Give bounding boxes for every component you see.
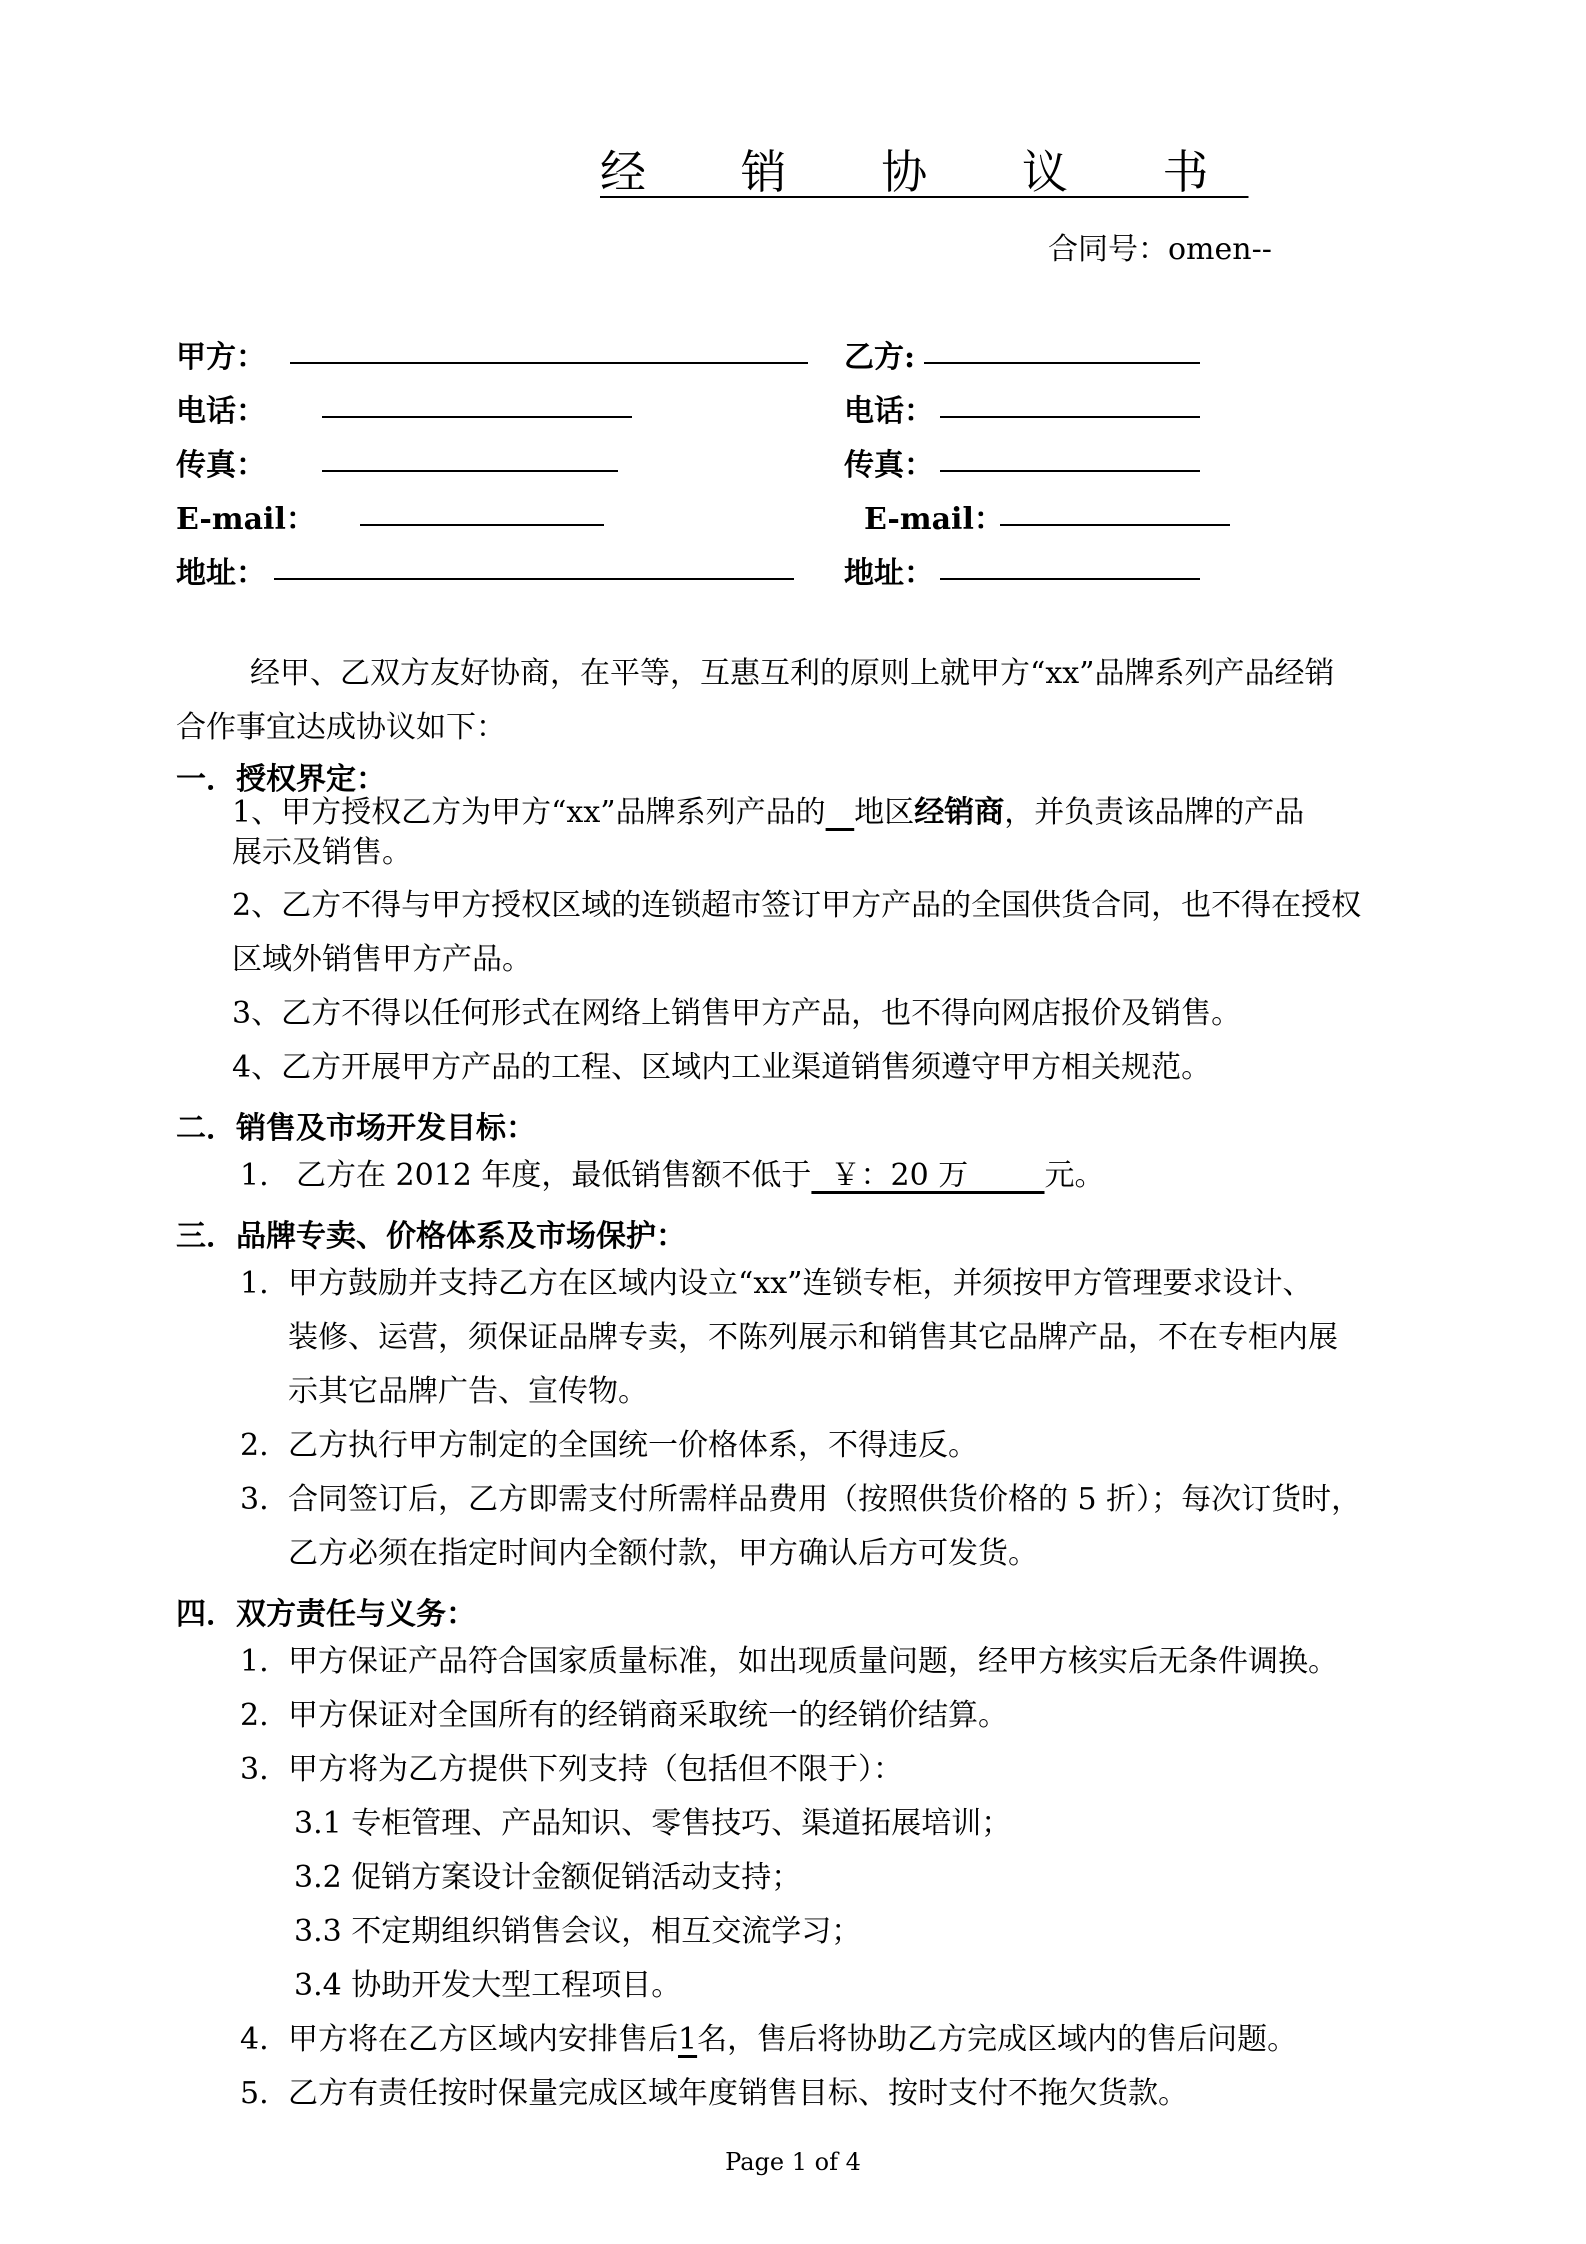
s4-item-5-number: 5.: [240, 2076, 269, 2111]
s1-item-1-text-a: 1、甲方授权乙方为甲方“xx”品牌系列产品的: [232, 795, 826, 830]
sales-target-value: ￥：20 万: [811, 1158, 1045, 1193]
section-4-heading: 四．双方责任与义务：: [176, 1597, 476, 1632]
s1-item-2-line-1: 2、乙方不得与甲方授权区域的连锁超市签订甲方产品的全国供货合同，也不得在授权: [232, 888, 1362, 923]
party-a-address-field[interactable]: [274, 578, 794, 580]
s4-item-4-text-b: 名，售后将协助乙方完成区域内的售后问题。: [697, 2022, 1298, 2057]
party-b-fax-label: 传真：: [844, 448, 934, 483]
s1-item-4: 4、乙方开展甲方产品的工程、区域内工业渠道销售须遵守甲方相关规范。: [232, 1050, 1212, 1085]
s4-item-2: 甲方保证对全国所有的经销商采取统一的经销价结算。: [288, 1698, 1008, 1733]
section-2-heading: 二．销售及市场开发目标：: [176, 1111, 536, 1146]
intro-line-1: 经甲、乙双方友好协商，在平等，互惠互利的原则上就甲方“xx”品牌系列产品经销: [250, 656, 1335, 691]
s3-item-1-line-3: 示其它品牌广告、宣传物。: [288, 1374, 648, 1409]
s1-item-1-text-b: 地区: [854, 795, 915, 830]
after-sales-count: 1: [678, 2022, 698, 2057]
s4-item-3-number: 3.: [240, 1752, 269, 1787]
s3-item-3-number: 3.: [240, 1482, 269, 1517]
s4-item-1: 甲方保证产品符合国家质量标准，如出现质量问题，经甲方核实后无条件调换。: [288, 1644, 1338, 1679]
s3-item-2-number: 2.: [240, 1428, 269, 1463]
s2-item-1-number: 1.: [240, 1158, 269, 1193]
party-b-email-label: E-mail：: [864, 502, 1004, 537]
s3-item-1-number: 1.: [240, 1266, 269, 1301]
party-b-fax-field[interactable]: [940, 470, 1200, 472]
s4-sub-item-3-4: 3.4 协助开发大型工程项目。: [294, 1968, 682, 2003]
s1-item-1-bold: 经销商: [914, 795, 1005, 830]
s1-item-1-line-2: 展示及销售。: [232, 835, 412, 870]
party-a-fax-field[interactable]: [322, 470, 618, 472]
section-1-heading: 一．授权界定：: [176, 762, 386, 797]
party-a-address-label: 地址：: [176, 556, 266, 591]
s2-item-1-text: 乙方在 2012 年度，最低销售额不低于: [296, 1158, 812, 1193]
intro-line-2: 合作事宜达成协议如下：: [176, 710, 506, 745]
s1-item-1-text-c: ，并负责该品牌的产品: [1004, 795, 1305, 830]
s4-item-3: 甲方将为乙方提供下列支持（包括但不限于）：: [288, 1752, 903, 1787]
s4-item-4: [288, 2021, 1297, 2059]
party-a-phone-label: 电话：: [176, 394, 266, 429]
s1-item-1-line-1: [232, 794, 1304, 832]
party-a-name-label: 甲方：: [176, 340, 266, 375]
document-title: 经 销 协 议 书: [600, 145, 1249, 199]
s4-item-2-number: 2.: [240, 1698, 269, 1733]
s1-item-3: 3、乙方不得以任何形式在网络上销售甲方产品，也不得向网店报价及销售。: [232, 996, 1242, 1031]
s4-sub-item-3-2: 3.2 促销方案设计金额促销活动支持；: [294, 1860, 802, 1895]
party-a-fax-label: 传真：: [176, 448, 266, 483]
party-a-email-label: E-mail：: [176, 502, 316, 537]
party-b-phone-label: 电话：: [844, 394, 934, 429]
s4-item-4-text-a: 甲方将在乙方区域内安排售后: [288, 2022, 678, 2057]
s4-item-4-number: 4.: [240, 2022, 269, 2057]
party-a-phone-field[interactable]: [322, 416, 632, 418]
s3-item-1-line-1: 甲方鼓励并支持乙方在区域内设立“xx”连锁专柜，并须按甲方管理要求设计、: [288, 1266, 1313, 1301]
s3-item-3-line-2: 乙方必须在指定时间内全额付款，甲方确认后方可发货。: [288, 1536, 1038, 1571]
region-blank: [826, 795, 855, 830]
party-b-name-label: 乙方:: [844, 340, 916, 375]
s3-item-2: 乙方执行甲方制定的全国统一价格体系，不得违反。: [288, 1428, 978, 1463]
party-b-address-field[interactable]: [940, 578, 1200, 580]
s1-item-2-line-2: 区域外销售甲方产品。: [232, 942, 532, 977]
s4-item-5: 乙方有责任按时保量完成区域年度销售目标、按时支付不拖欠货款。: [288, 2076, 1188, 2111]
s4-sub-item-3-1: 3.1 专柜管理、产品知识、零售技巧、渠道拓展培训；: [294, 1806, 1012, 1841]
section-3-heading: 三．品牌专卖、价格体系及市场保护：: [176, 1219, 686, 1254]
party-b-address-label: 地址：: [844, 556, 934, 591]
party-a-email-field[interactable]: [360, 524, 604, 526]
contract-number: 合同号：omen--: [1048, 232, 1272, 267]
s4-sub-item-3-3: 3.3 不定期组织销售会议，相互交流学习；: [294, 1914, 862, 1949]
party-a-name-field[interactable]: [290, 362, 808, 364]
page-footer: Page 1 of 4: [725, 2148, 861, 2176]
s3-item-1-line-2: 装修、运营，须保证品牌专卖，不陈列展示和销售其它品牌产品，不在专柜内展: [288, 1320, 1338, 1355]
s4-item-1-number: 1.: [240, 1644, 269, 1679]
party-b-phone-field[interactable]: [940, 416, 1200, 418]
s2-item-1: [296, 1157, 1105, 1195]
party-b-email-field[interactable]: [1000, 524, 1230, 526]
s2-item-1-unit: 元。: [1044, 1158, 1105, 1193]
party-b-name-field[interactable]: [924, 362, 1200, 364]
s3-item-3-line-1: 合同签订后，乙方即需支付所需样品费用（按照供货价格的 5 折）；每次订货时，: [288, 1482, 1362, 1517]
